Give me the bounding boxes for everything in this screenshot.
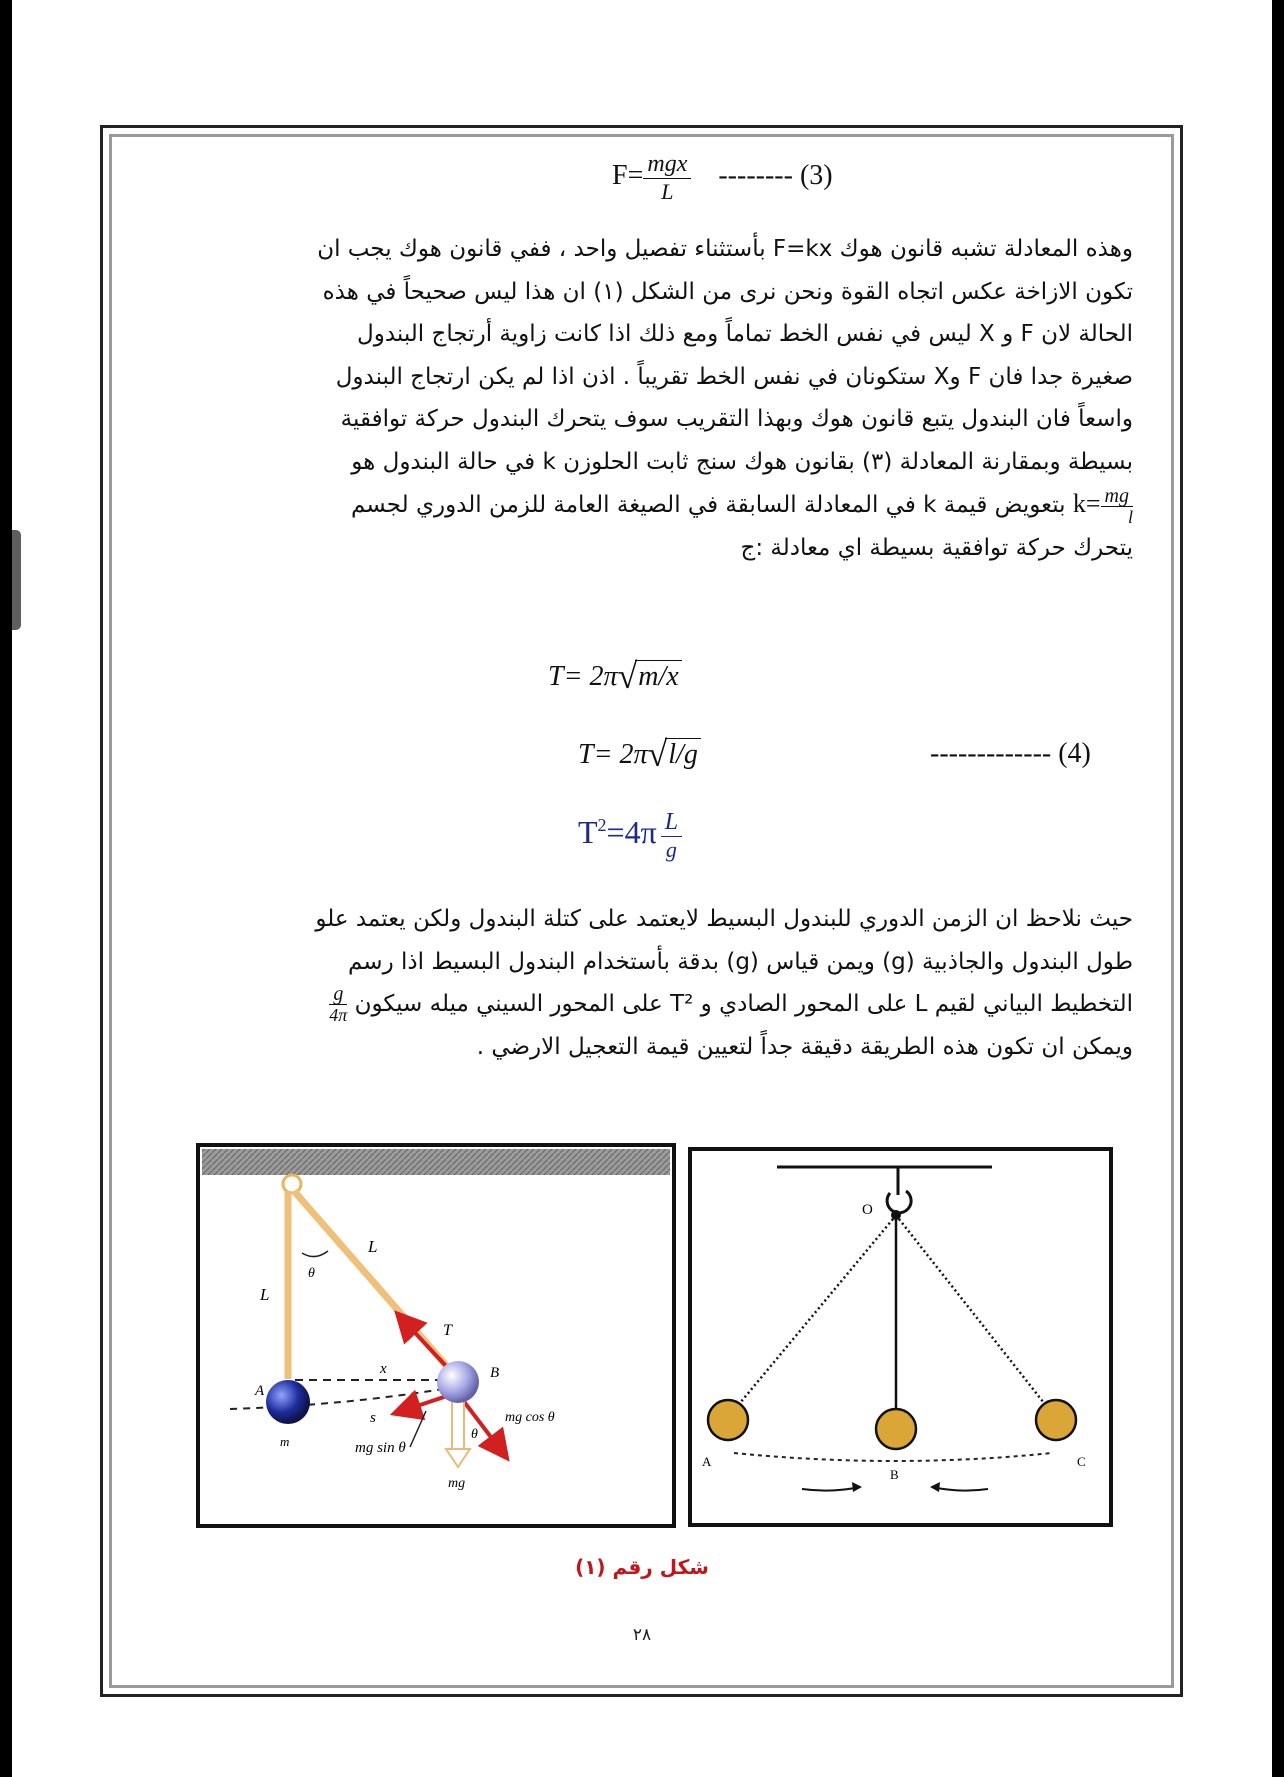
paragraph-2-line-3-text: التخطيط البياني لقيم L على المحور الصادي و T² على المحور السيني ميله سيكون [354,991,1133,1017]
eq3-tag: -------- (3) [718,159,833,191]
paragraph-1-line: وهذه المعادلة تشبه قانون هوك F=kx بأستثناء تفصيل واحد ، ففي قانون هوك يجب ان [317,236,1133,262]
paragraph-1-line-8: يتحرك حركة توافقية بسيطة اي معادلة :ج [740,534,1133,561]
pivot-hook [283,1175,301,1193]
arc-s-label: s [370,1410,376,1426]
eq3-numerator: mgx [643,150,691,179]
motion-arrow-right [802,1487,860,1491]
paragraph-2 [165,898,1133,1068]
figure-pendulum-forces [196,1143,676,1528]
bob-displaced [437,1361,479,1403]
paragraph-2-line: حيث نلاحظ ان الزمن الدوري للبندول البسيط لايعتمد على كتلة البندول ولكن يعتمد علو [315,906,1133,932]
paragraph-1-line: تكون الازاخة عكس اتجاه القوة ونحن نرى من الشكل (١) ان هذا ليس صحيحاً في هذه [322,278,1133,305]
eq-t2-mid: =4π [606,813,657,850]
swing-a-label: A [702,1454,712,1469]
x-label: x [380,1361,387,1377]
paragraph-1-line: صغيرة جدا فان F وX ستكونان في نفس الخط تقريباً . اذن اذا لم يكن ارتجاج البندول [335,363,1133,390]
eq-t2-lhs: T [578,813,598,850]
bob-left [708,1400,748,1440]
eq3-lhs: F= [612,159,644,191]
pendulum-swing-diagram [692,1151,1109,1523]
theta-label: θ [308,1266,315,1281]
k-numerator: mg [1101,486,1133,507]
radical-sign: √ [647,734,668,774]
eq3-fraction [643,150,691,205]
paragraph-1 [165,228,1133,569]
paragraph-1-line-7-text: بتعويض قيمة k في المعادلة السابقة في الصيغة العامة للزمن الدوري لجسم [350,492,1066,518]
paragraph-1-line: واسعاً فان البندول يتبع قانون هوك وبهذا التقريب سوف يتحرك البندول حركة توافقية [340,406,1133,432]
left-edge-bar [0,0,12,1777]
mg-sin-pointer [410,1411,426,1447]
string-right [899,1219,1044,1403]
string-left [740,1219,893,1403]
motion-arrow-left [932,1487,988,1491]
mg-cos-arrow [462,1399,500,1449]
scroll-handle[interactable] [12,530,21,630]
bob-right [1036,1400,1076,1440]
bob-center [876,1409,916,1449]
paragraph-2-line-4-text: ويمكن ان تكون هذه الطريقة دقيقة جداً لتعيين قيمة التعجيل الارضي . [476,1033,1133,1060]
paragraph-2-line-3 [165,983,1133,1026]
slope-denominator: 4π [329,1005,348,1025]
eq-t2-numerator: L [661,808,682,837]
ceiling [202,1149,670,1175]
bob-rest [266,1380,310,1424]
eq3-denominator: L [661,179,674,204]
motion-arrow-left-head [930,1482,940,1492]
equation-period-mass [548,655,682,697]
mass-label: m [280,1434,290,1449]
weight-arrow-head [446,1449,470,1467]
figure-pendulum-swing [688,1147,1113,1527]
eq-t2-fraction [661,808,682,863]
slope-numerator: g [329,984,347,1005]
mg-sin-label: mg sin θ [355,1440,406,1456]
mg-cos-label: mg cos θ [505,1410,555,1425]
right-edge-bar [1272,0,1284,1777]
motion-arrow-right-head [852,1482,862,1492]
point-a-label: A [255,1383,265,1399]
k-equals: k= [1072,489,1101,518]
length-label-vertical: L [260,1285,270,1304]
eq4-radicand: l/g [665,738,701,771]
page-number: ٢٨ [632,1625,652,1645]
weight-label: mg [448,1476,466,1491]
eq-t2-denominator: g [665,837,677,862]
paragraph-1-line-7 [165,483,1133,527]
slope-fraction [329,984,347,1025]
point-b-label: B [490,1365,500,1381]
swing-b-label: B [890,1467,899,1482]
angle-arc [302,1251,328,1257]
swing-arc [734,1453,1052,1461]
tension-label: T [443,1322,452,1339]
paragraph-1-line: بسيطة وبمقارنة المعادلة (٣) بقانون هوك سنج ثابت الحلوزن k في حالة البندول هو [351,448,1133,475]
equation-4 [578,733,701,775]
pendulum-forces-diagram [200,1147,672,1524]
eq-t1-radicand: m/x [635,660,681,693]
eq-t2-sup: 2 [597,815,607,836]
paragraph-2-line: طول البندول والجاذبية (g) ويمن قياس (g) بدقة بأستخدام البندول البسيط اذا رسم [347,948,1133,975]
radical-sign: √ [617,656,638,696]
swing-c-label: C [1077,1454,1086,1469]
k-fraction [1101,486,1133,527]
equation-3 [612,150,833,205]
k-denominator: l [1127,506,1133,527]
weight-arrow-shaft [452,1399,464,1449]
eq-t1-lhs: T= 2π [548,661,618,692]
equation-4-tag: ------------- (4) [930,738,1091,769]
figure-caption: شكل رقم (١) [575,1555,709,1579]
theta-low-label: θ [471,1427,478,1442]
pivot-o-label: O [862,1202,873,1218]
eq4-lhs: T= 2π [578,739,648,770]
paragraph-2-line-4 [165,1026,1133,1069]
paragraph-1-line: الحالة لان F و X ليس في نفس الخط تماماً ومع ذلك اذا كانت زاوية أرتجاج البندول [357,321,1133,347]
equation-t-squared [578,808,682,863]
length-label-angled: L [368,1237,378,1256]
